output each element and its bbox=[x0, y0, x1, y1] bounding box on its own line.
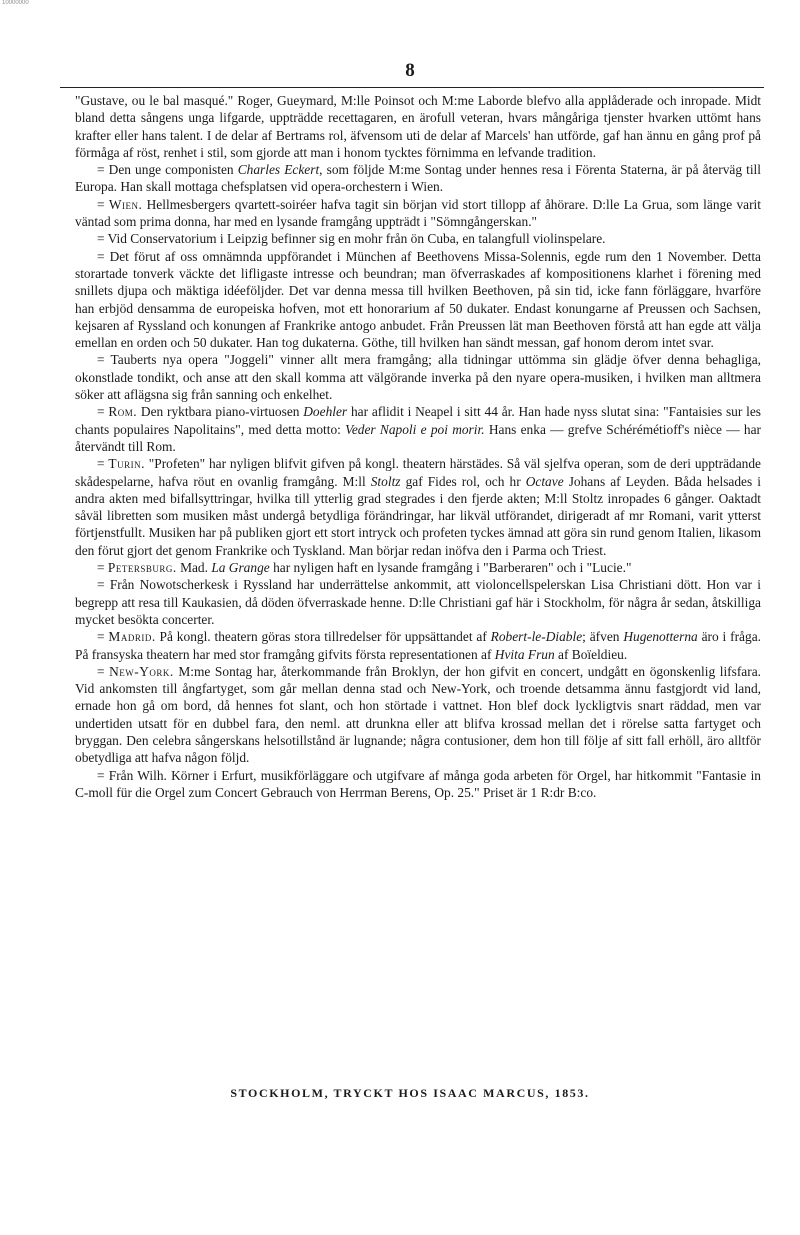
text-run: = bbox=[97, 629, 109, 645]
news-paragraph: = Vid Conservatorium i Leipzig befinner sig en mohr från ön Cuba, en talangfull violinspelare. bbox=[97, 231, 606, 247]
place-heading: Wien. bbox=[108, 196, 143, 212]
italic-text: Hugenotterna bbox=[623, 629, 698, 645]
italic-text: Stoltz bbox=[370, 473, 401, 489]
italic-text: La Grange bbox=[211, 560, 270, 576]
italic-text: Hvita Frun bbox=[494, 646, 555, 662]
italic-text: Charles Eckert bbox=[237, 162, 320, 178]
text-run: af Boïeldieu. bbox=[554, 646, 628, 662]
news-paragraph bbox=[75, 196, 761, 231]
text-run: M:me Sontag har, återkommande från Broklyn, der hon gifvit en concert, undgått en ögonskenlig lifsfara. Vid ankomsten till ångfartyget, som går mellan denna stad och New-York, och troende detsamma ännu fastgjordt vid land, ernade hon gå om bord, då hennes fot slant, och hon störtade i vattnet. Hon blef dock lyckligtvis snart räddad, men var undertiden utsatt för en dubbel fara, den neml. att drunkna eller att blifva krossad mellan det i rörelse satta fartyget och bryggan. Den celebra sångerskans helsotillstånd är lugnande; några contusioner, dem hon till följe af sitt fall erhöll, äro alltför obetydliga att hafva någon följd. bbox=[75, 663, 762, 766]
text-run: = Den unge componisten bbox=[97, 162, 238, 178]
news-paragraph: "Gustave, ou le bal masqué." Roger, Gueymard, M:lle Poinsot och M:me Laborde blefvo alla applåderade och inropade. Midt bland detta sångens unga lifgarde, uppträdde recettagaren, en ärofull veteran, hvars mångåriga tjenster hvarken uttömt hans krafter eller hans talent. I de delar af Bertrams rol, äfvensom uti de delar af Marcels' han utförde, gaf han ännu en gång prof på förmåga af röst, renhet i stil, som gjorde att man i honom tycktes förnimma en lefvande tradition. bbox=[75, 93, 761, 160]
italic-text: Doehler bbox=[303, 404, 348, 420]
archive-stamp: 10000000 bbox=[2, 0, 29, 6]
place-heading: Rom. bbox=[108, 404, 138, 420]
news-paragraph: = Det förut af oss omnämnda uppförandet i München af Beethovens Missa-Solennis, egde rum den 1 November. Detta storartade tonverk väckte det lifligaste intresse och beundran; man öfverraskades af kompositionens klarhet i förening med snillets djupa och mäktiga idéeföljder. Det var denna messa till hvilken Beethoven, på sin tid, icke fann förläggare, hvarföre han erbjöd densamma de europeiska hofven, mot ett honorarium af 50 dukater. Endast konungarne af Preussen och Sachsen, kejsaren af Ryssland och konungen af Frankrike antogo anbudet. Från Preussen lät man Beethoven förstå att han egde att välja emellan en orden och 50 dukater. Han tog dukaterna. Göthe, till hvilken han sändt messan, gaf honom derom intet svar. bbox=[75, 248, 761, 351]
imprint: STOCKHOLM, TRYCKT HOS ISAAC MARCUS, 1853. bbox=[230, 1086, 590, 1100]
text-run: Den ryktbara piano-virtuosen bbox=[137, 404, 304, 420]
news-paragraph: = Från Nowotscherkesk i Ryssland har underrättelse ankommit, att violoncellspelerskan Lisa Christiani dött. Hon var i begrepp att resa till Kaukasien, då döden öfverraskade henne. D:lle Christiani gaf här i Stockholm, för några år sedan, åtskilliga mycket besökta concerter. bbox=[75, 577, 761, 627]
news-paragraph bbox=[75, 663, 761, 767]
text-run: , som följde M:me Sontag under hennes resa i Förenta Staterna, är på återväg till Europa. Han skall mottaga chefsplatsen vid opera-orchestern i Wien. bbox=[75, 162, 761, 195]
text-run: På kongl. theatern göras stora tillredelser för uppsättandet af bbox=[155, 629, 491, 645]
italic-text: Robert-le-Diable bbox=[490, 629, 583, 645]
italic-text: Veder Napoli e poi morir. bbox=[345, 421, 485, 437]
news-paragraph bbox=[75, 403, 761, 455]
text-run: Hellmesbergers qvartett-soiréer hafva tagit sin början vid stort tillopp af åhörare. D:lle La Grua, som länge varit väntad som prima donna, har med en lysande framgång uppträdt i "Sömngångerskan." bbox=[75, 196, 761, 230]
article-body bbox=[75, 92, 761, 801]
page-number: 8 bbox=[405, 60, 415, 81]
italic-text: Octave bbox=[525, 473, 564, 489]
text-run: Hans enka — grefve Schérémétioff's nièce — har återvändt till Rom. bbox=[75, 421, 762, 454]
text-run: gaf Fides rol, och hr bbox=[400, 473, 526, 489]
news-paragraph bbox=[75, 161, 761, 196]
text-run: = bbox=[97, 404, 109, 420]
place-heading: Petersburg. bbox=[107, 560, 177, 576]
news-paragraph bbox=[75, 628, 761, 663]
news-paragraph: = Tauberts nya opera "Joggeli" vinner allt mera framgång; alla tidningar uttömma sin glädje öfver denna behagliga, okonstlade tondikt, och anse att den skall komma att välgörande inverka på den nyare opera-musiken, i hvilken man alltmera söker att aflägsna sig från sanning och enkelhet. bbox=[75, 352, 761, 403]
news-paragraph bbox=[75, 455, 761, 559]
place-heading: Turin. bbox=[108, 456, 145, 472]
text-run: har aflidit i Neapel i sitt 44 år. Han hade nyss slutat sina: "Fantaisies sur les chants populaires Napolitains", med detta motto: bbox=[75, 404, 761, 437]
text-run: = bbox=[97, 456, 109, 472]
text-run: = bbox=[97, 196, 109, 212]
text-run: "Profeten" har nyligen blifvit gifven på kongl. theatern härstädes. Så väl sjelfva operan, som de deri uppträdande skådespelarne, hafva röut en ovanlig framgång. M:ll bbox=[75, 456, 762, 489]
text-run: Johans af Leyden. Båda helsades i andra akten med bifallsyttringar, hvilka till ytterlig grad stegrades i den fjerde akten; M:ll Stoltz inropades 6 gånger. Oaktadt såväl libretten som musiken måst undergå betydliga förändringar, har likväl utförandet, dirigeradt af mr Romani, varit ytterst förtjenstfullt. Musiken har på publiken gjort ett stort intryck och profeten tyckes ämnad att göra sin rund genom Italien, likasom den förut gjort det genom Frankrike och Tyskland. Man börjar redan inöfva den i Parma och Triest. bbox=[75, 473, 761, 558]
text-run: = bbox=[97, 560, 108, 576]
text-run: Mad. bbox=[176, 560, 212, 576]
news-paragraph: = Från Wilh. Körner i Erfurt, musikförläggare och utgifvare af många goda arbeten för Orgel, har hitkommit "Fantasie in C-moll für die Orgel zum Concert Gebrauch von Herrman Berens, Op. 25." Priset är 1 R:dr B:co. bbox=[75, 767, 761, 800]
text-run: har nyligen haft en lysande framgång i "Barberaren" och i "Lucie." bbox=[269, 560, 632, 576]
news-paragraph bbox=[75, 559, 761, 576]
place-heading: Madrid. bbox=[108, 629, 156, 645]
text-run: = bbox=[97, 663, 110, 679]
text-run: äro i fråga. På fransyska theatern har med stor framgång gifvits första representationen af bbox=[75, 629, 761, 662]
text-run: ; äfven bbox=[582, 629, 624, 645]
header-rule bbox=[60, 87, 764, 88]
place-heading: New-York. bbox=[109, 663, 174, 679]
